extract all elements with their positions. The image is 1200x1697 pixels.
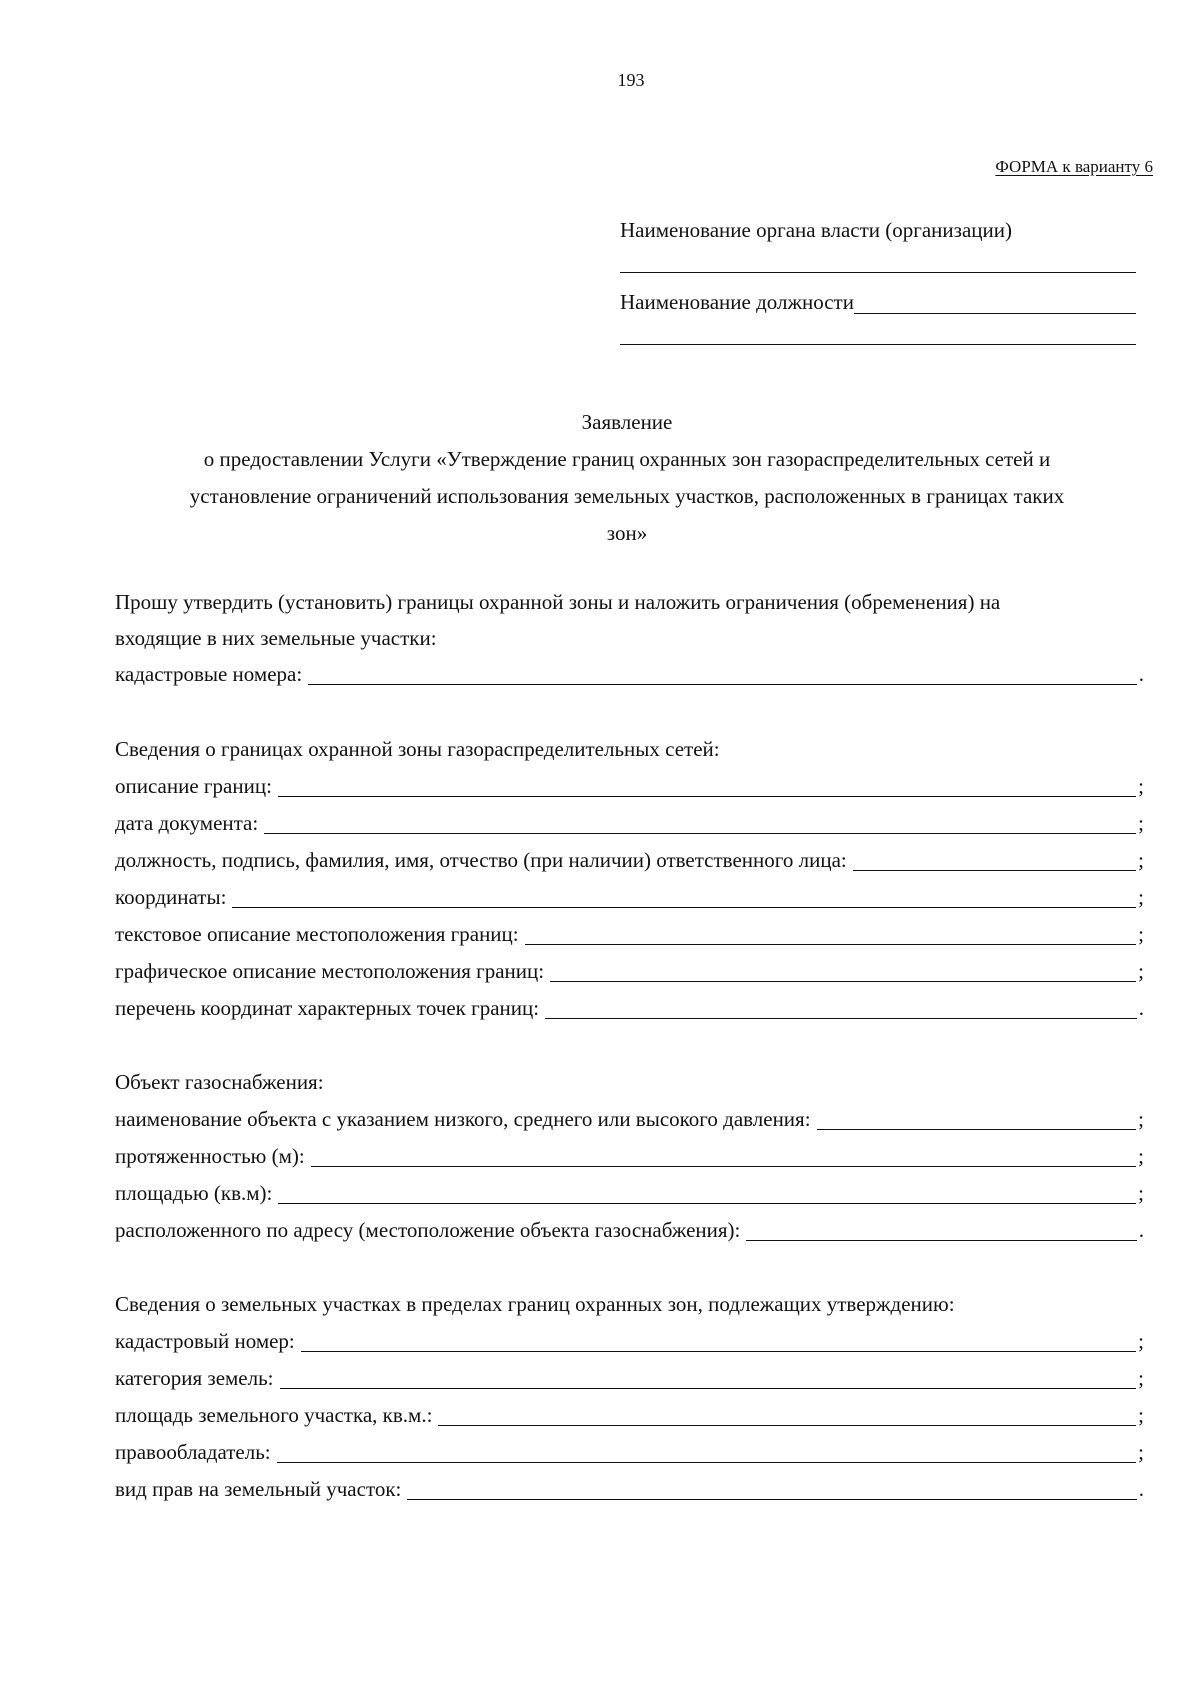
row-end-mark: .: [1138, 996, 1144, 1020]
document-date-field[interactable]: [264, 811, 1136, 834]
text-location-row: [115, 916, 1144, 953]
cadastral-numbers-field[interactable]: [308, 662, 1137, 685]
object-address-label: расположенного по адресу (местоположение объекта газоснабжения):: [115, 1218, 741, 1242]
document-subtitle-line-1: о предоставлении Услуги «Утверждение границ охранных зон газораспределительных сетей и: [203, 447, 1051, 471]
coordinates-label: координаты:: [115, 885, 227, 909]
boundary-description-label: описание границ:: [115, 774, 272, 798]
object-name-field[interactable]: [817, 1107, 1137, 1130]
gas-object-heading: Объект газоснабжения:: [115, 1070, 324, 1094]
object-address-field[interactable]: [746, 1218, 1136, 1241]
object-name-row: [115, 1101, 1144, 1138]
form-reference: ФОРМА к варианту 6: [995, 157, 1153, 176]
text-location-field[interactable]: [525, 922, 1137, 945]
object-name-label: наименование объекта с указанием низкого, среднего или высокого давления:: [115, 1107, 811, 1131]
row-end-mark: ;: [1138, 1440, 1144, 1464]
position-row: [620, 284, 1136, 320]
row-end-mark: ;: [1138, 959, 1144, 983]
row-end-mark: ;: [1138, 1403, 1144, 1427]
document-subtitle-line-2: установление ограничений использования земельных участков, расположенных в границах таких: [189, 484, 1065, 508]
row-end-mark: ;: [1138, 848, 1144, 872]
row-end-mark: ;: [1138, 885, 1144, 909]
land-plots-heading: Сведения о земельных участках в пределах границ охранных зон, подлежащих утверждению:: [115, 1292, 955, 1316]
row-end-mark: ;: [1138, 811, 1144, 835]
plot-area-label: площадь земельного участка, кв.м.:: [115, 1403, 433, 1427]
row-end-mark: ;: [1138, 1329, 1144, 1353]
responsible-person-field[interactable]: [853, 848, 1136, 871]
org-name-label: Наименование органа власти (организации): [620, 218, 1012, 242]
plot-cadastral-label: кадастровый номер:: [115, 1329, 295, 1353]
row-end-mark: ;: [1138, 1366, 1144, 1390]
title-block: [112, 404, 1142, 552]
object-area-row: [115, 1175, 1144, 1212]
form-body: [115, 584, 1144, 1508]
land-category-field[interactable]: [280, 1366, 1137, 1389]
request-text-line-1: Прошу утвердить (установить) границы охранной зоны и наложить ограничения (обременения) на: [115, 590, 1001, 614]
cadastral-numbers-label: кадастровые номера:: [115, 662, 303, 686]
plot-cadastral-row: [115, 1323, 1144, 1360]
object-length-row: [115, 1138, 1144, 1175]
position-label: Наименование должности: [620, 290, 854, 314]
object-length-field[interactable]: [311, 1144, 1136, 1167]
document-subtitle-line-3: зон»: [606, 521, 648, 545]
right-holder-label: правообладатель:: [115, 1440, 271, 1464]
boundary-description-row: [115, 768, 1144, 805]
coordinates-field[interactable]: [232, 885, 1136, 908]
position-blank-row: [620, 320, 1136, 356]
responsible-person-row: [115, 842, 1144, 879]
rights-type-label: вид прав на земельный участок:: [115, 1477, 402, 1501]
point-coordinates-label: перечень координат характерных точек границ:: [115, 996, 540, 1020]
plot-area-row: [115, 1397, 1144, 1434]
row-end-mark: ;: [1138, 922, 1144, 946]
object-area-label: площадью (кв.м):: [115, 1181, 273, 1205]
object-area-field[interactable]: [278, 1181, 1136, 1204]
request-text-line-2: входящие в них земельные участки:: [115, 626, 437, 650]
rights-type-row: [115, 1471, 1144, 1508]
rights-type-field[interactable]: [407, 1477, 1136, 1500]
boundary-description-field[interactable]: [278, 774, 1136, 797]
coordinates-row: [115, 879, 1144, 916]
row-end-mark: .: [1138, 1218, 1144, 1242]
position-blank-2[interactable]: [620, 320, 1136, 345]
row-end-mark: ;: [1138, 1181, 1144, 1205]
cadastral-numbers-row: [115, 656, 1144, 693]
plot-cadastral-field[interactable]: [301, 1329, 1136, 1352]
row-end-mark: ;: [1138, 1144, 1144, 1168]
graphic-location-field[interactable]: [550, 959, 1136, 982]
right-holder-row: [115, 1434, 1144, 1471]
point-coordinates-row: [115, 990, 1144, 1027]
plot-area-field[interactable]: [438, 1403, 1136, 1426]
boundaries-heading: Сведения о границах охранной зоны газораспределительных сетей:: [115, 737, 720, 761]
object-length-label: протяженностью (м):: [115, 1144, 305, 1168]
row-end-mark: .: [1138, 662, 1144, 686]
addressee-block: [620, 212, 1136, 356]
graphic-location-row: [115, 953, 1144, 990]
org-name-blank[interactable]: [620, 248, 1136, 273]
graphic-location-label: графическое описание местоположения границ:: [115, 959, 545, 983]
org-name-blank-row: [620, 248, 1136, 284]
document-date-label: дата документа:: [115, 811, 259, 835]
row-end-mark: ;: [1138, 1107, 1144, 1131]
responsible-person-label: должность, подпись, фамилия, имя, отчество (при наличии) ответственного лица:: [115, 848, 847, 872]
document-heading: Заявление: [581, 410, 673, 434]
row-end-mark: .: [1138, 1477, 1144, 1501]
position-blank[interactable]: [854, 291, 1136, 314]
right-holder-field[interactable]: [277, 1440, 1137, 1463]
point-coordinates-field[interactable]: [545, 996, 1137, 1019]
row-end-mark: ;: [1138, 774, 1144, 798]
object-address-row: [115, 1212, 1144, 1249]
text-location-label: текстовое описание местоположения границ:: [115, 922, 519, 946]
land-category-label: категория земель:: [115, 1366, 274, 1390]
document-date-row: [115, 805, 1144, 842]
page-number: 193: [617, 70, 645, 90]
land-category-row: [115, 1360, 1144, 1397]
